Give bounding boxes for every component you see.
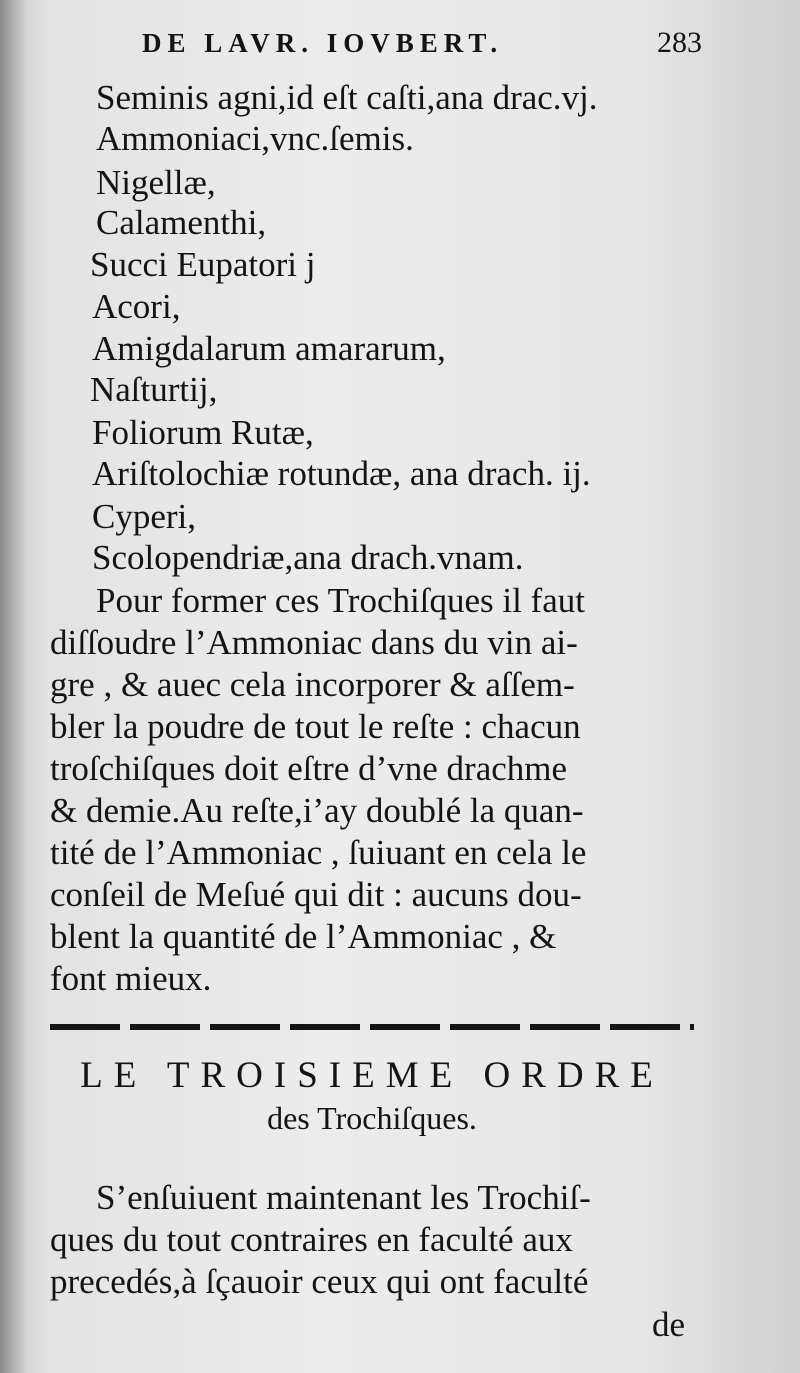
section-title: LE TROISIEME ORDRE — [80, 1055, 664, 1096]
recipe-line: Scolopendriæ,ana drach.vnam. — [92, 538, 524, 577]
paragraph-line: S’enſuiuent maintenant les Trochiſ- — [96, 1178, 591, 1217]
paragraph-line: bler la poudre de tout le reſte : chacun — [50, 707, 581, 746]
page-number: 283 — [657, 26, 702, 59]
paragraph-line: gre , & auec cela incorporer & aſſem- — [50, 665, 575, 704]
recipe-line: Nigellæ, — [96, 163, 216, 202]
recipe-line: Cyperi, — [92, 497, 197, 536]
paragraph-line: precedés,à ſçauoir ceux qui ont faculté — [50, 1262, 589, 1301]
paragraph-line: conſeil de Meſué qui dit : aucuns dou- — [50, 875, 582, 914]
recipe-line: Seminis agni,id eſt caſti,ana drac.vj. — [96, 78, 598, 117]
page-gutter-shadow — [0, 0, 26, 1373]
paragraph-line: font mieux. — [50, 959, 212, 998]
paragraph-line: diſſoudre l’Ammoniac dans du vin ai- — [50, 623, 578, 662]
recipe-line: Calamenthi, — [96, 203, 267, 242]
running-head — [142, 28, 702, 68]
catchword: de — [652, 1305, 686, 1344]
paragraph-line: Pour former ces Trochiſques il faut — [96, 581, 585, 620]
paragraph-line: & demie.Au reſte,i’ay doublé la quan- — [50, 791, 584, 830]
recipe-line: Naſturtij, — [90, 370, 218, 409]
recipe-line: Foliorum Rutæ, — [92, 413, 314, 452]
recipe-line: Succi Eupatori j — [90, 245, 316, 284]
paragraph-line: troſchiſques doit eſtre d’vne drachme — [50, 749, 568, 788]
running-head-title: DE LAVR. IOVBERT. — [142, 28, 504, 58]
recipe-line: Amigdalarum amararum, — [92, 329, 446, 368]
paragraph-line: tité de l’Ammoniac , ſuiuant en cela le — [50, 833, 587, 872]
section-subtitle: des Trochiſques. — [267, 1100, 477, 1136]
paragraph-line: ques du tout contraires en faculté aux — [50, 1220, 573, 1259]
recipe-line: Acori, — [92, 287, 181, 326]
recipe-line: Ariſtolochiæ rotundæ, ana drach. ij. — [92, 454, 591, 493]
paragraph-line: blent la quantité de l’Ammoniac , & — [50, 917, 557, 956]
section-divider-rule — [50, 1024, 694, 1030]
recipe-line: Ammoniaci,vnc.ſemis. — [96, 119, 414, 158]
